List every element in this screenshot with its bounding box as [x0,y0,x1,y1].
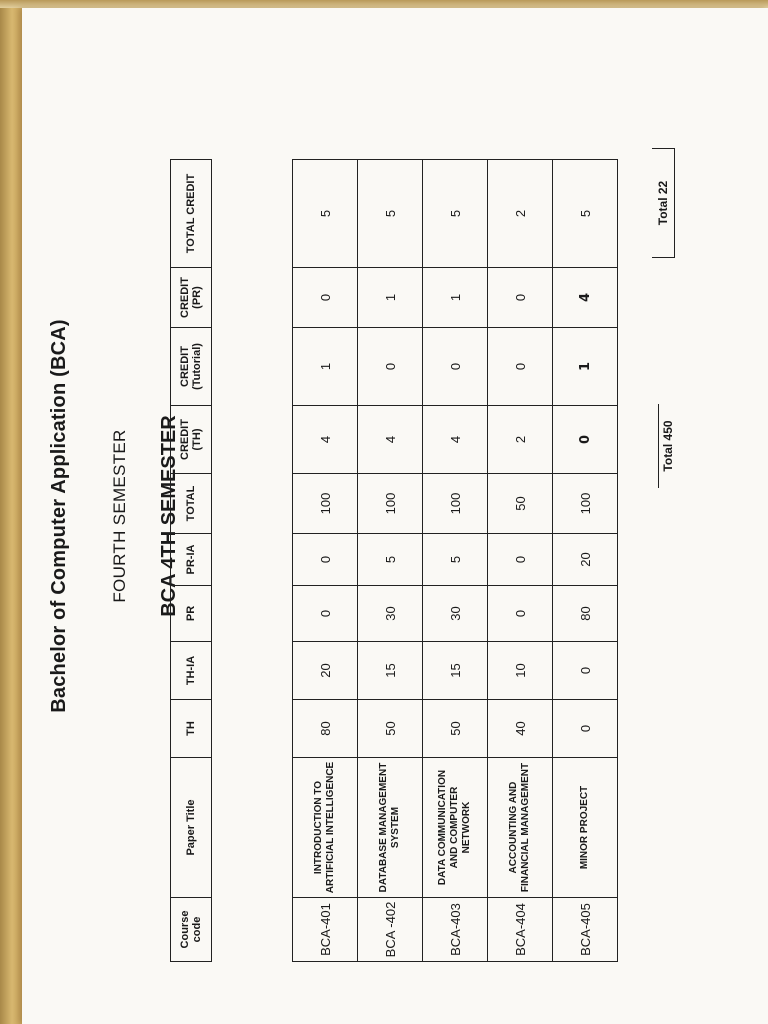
pr-marks: 30 [423,586,488,642]
paper-title: DATA COMMUNICATION AND COMPUTER NETWORK [423,758,488,898]
total-credit: 5 [553,160,618,268]
total-credit: 5 [293,160,358,268]
th-ia-marks: 0 [553,642,618,700]
total-marks: 100 [358,474,423,534]
pr-marks: 0 [488,586,553,642]
paper-title: MINOR PROJECT [553,758,618,898]
th-ia-marks: 10 [488,642,553,700]
rotated-content [22,8,768,1024]
course-table [292,159,618,962]
course-code: BCA-401 [293,898,358,962]
th-ia-marks: 15 [358,642,423,700]
paper-title: INTRODUCTION TO ARTIFICIAL INTELLIGENCE [293,758,358,898]
total-marks: 100 [293,474,358,534]
table-row [293,160,358,962]
total-credits-summary: Total 22 [652,148,675,258]
header-th: TH [171,700,212,758]
pr-ia-marks: 0 [488,534,553,586]
paper-title: DATABASE MANAGEMENT SYSTEM [358,758,423,898]
table-row [423,160,488,962]
credit-pr-handwritten: 4 [553,268,618,328]
course-code: BCA-403 [423,898,488,962]
pr-marks: 0 [293,586,358,642]
course-code: BCA -402 [358,898,423,962]
table-row [358,160,423,962]
th-marks: 50 [423,700,488,758]
credit-th: 4 [293,406,358,474]
total-credit: 5 [423,160,488,268]
th-marks: 50 [358,700,423,758]
th-marks: 40 [488,700,553,758]
semester-heading: BCA 4TH SEMESTER [158,415,180,617]
total-credit: 5 [358,160,423,268]
th-ia-marks: 15 [423,642,488,700]
credit-tutorial: 0 [488,328,553,406]
credit-th: 4 [423,406,488,474]
table-header [170,159,212,962]
credit-pr: 0 [488,268,553,328]
book-spine [0,0,22,1024]
page-top-edge [0,0,768,8]
credit-pr: 0 [293,268,358,328]
th-ia-marks: 20 [293,642,358,700]
header-th-ia: TH-IA [171,642,212,700]
credit-th: 2 [488,406,553,474]
pr-ia-marks: 5 [423,534,488,586]
credit-pr: 1 [423,268,488,328]
total-marks: 50 [488,474,553,534]
pr-ia-marks: 5 [358,534,423,586]
header-total: TOTAL [171,474,212,534]
pr-marks: 30 [358,586,423,642]
credit-tutorial: 0 [423,328,488,406]
header-total-credit: TOTAL CREDIT [171,160,212,268]
credit-pr: 1 [358,268,423,328]
credit-tutorial: 0 [358,328,423,406]
header-credit-th: CREDIT (TH) [171,406,212,474]
table-row [488,160,553,962]
pr-marks: 80 [553,586,618,642]
table-row [553,160,618,962]
pr-ia-marks: 20 [553,534,618,586]
document-page [22,8,768,1024]
document-title: Bachelor of Computer Application (BCA) [48,319,70,713]
course-code: BCA-404 [488,898,553,962]
credit-th: 4 [358,406,423,474]
header-pr-ia: PR-IA [171,534,212,586]
course-code: BCA-405 [553,898,618,962]
header-pr: PR [171,586,212,642]
total-marks: 100 [553,474,618,534]
header-credit-pr: CREDIT (PR) [171,268,212,328]
pr-ia-marks: 0 [293,534,358,586]
header-paper-title: Paper Title [171,758,212,898]
credit-tutorial-handwritten: 1 [553,328,618,406]
paper-title: ACCOUNTING AND FINANCIAL MANAGEMENT [488,758,553,898]
header-course-code: Course code [171,898,212,962]
credit-th-handwritten: 0 [553,406,618,474]
th-marks: 0 [553,700,618,758]
semester-subtitle: FOURTH SEMESTER [110,429,129,603]
total-marks-summary: Total 450 [658,404,675,488]
th-marks: 80 [293,700,358,758]
total-marks: 100 [423,474,488,534]
header-credit-tutorial: CREDIT (Tutorial) [171,328,212,406]
total-credit: 2 [488,160,553,268]
credit-tutorial: 1 [293,328,358,406]
